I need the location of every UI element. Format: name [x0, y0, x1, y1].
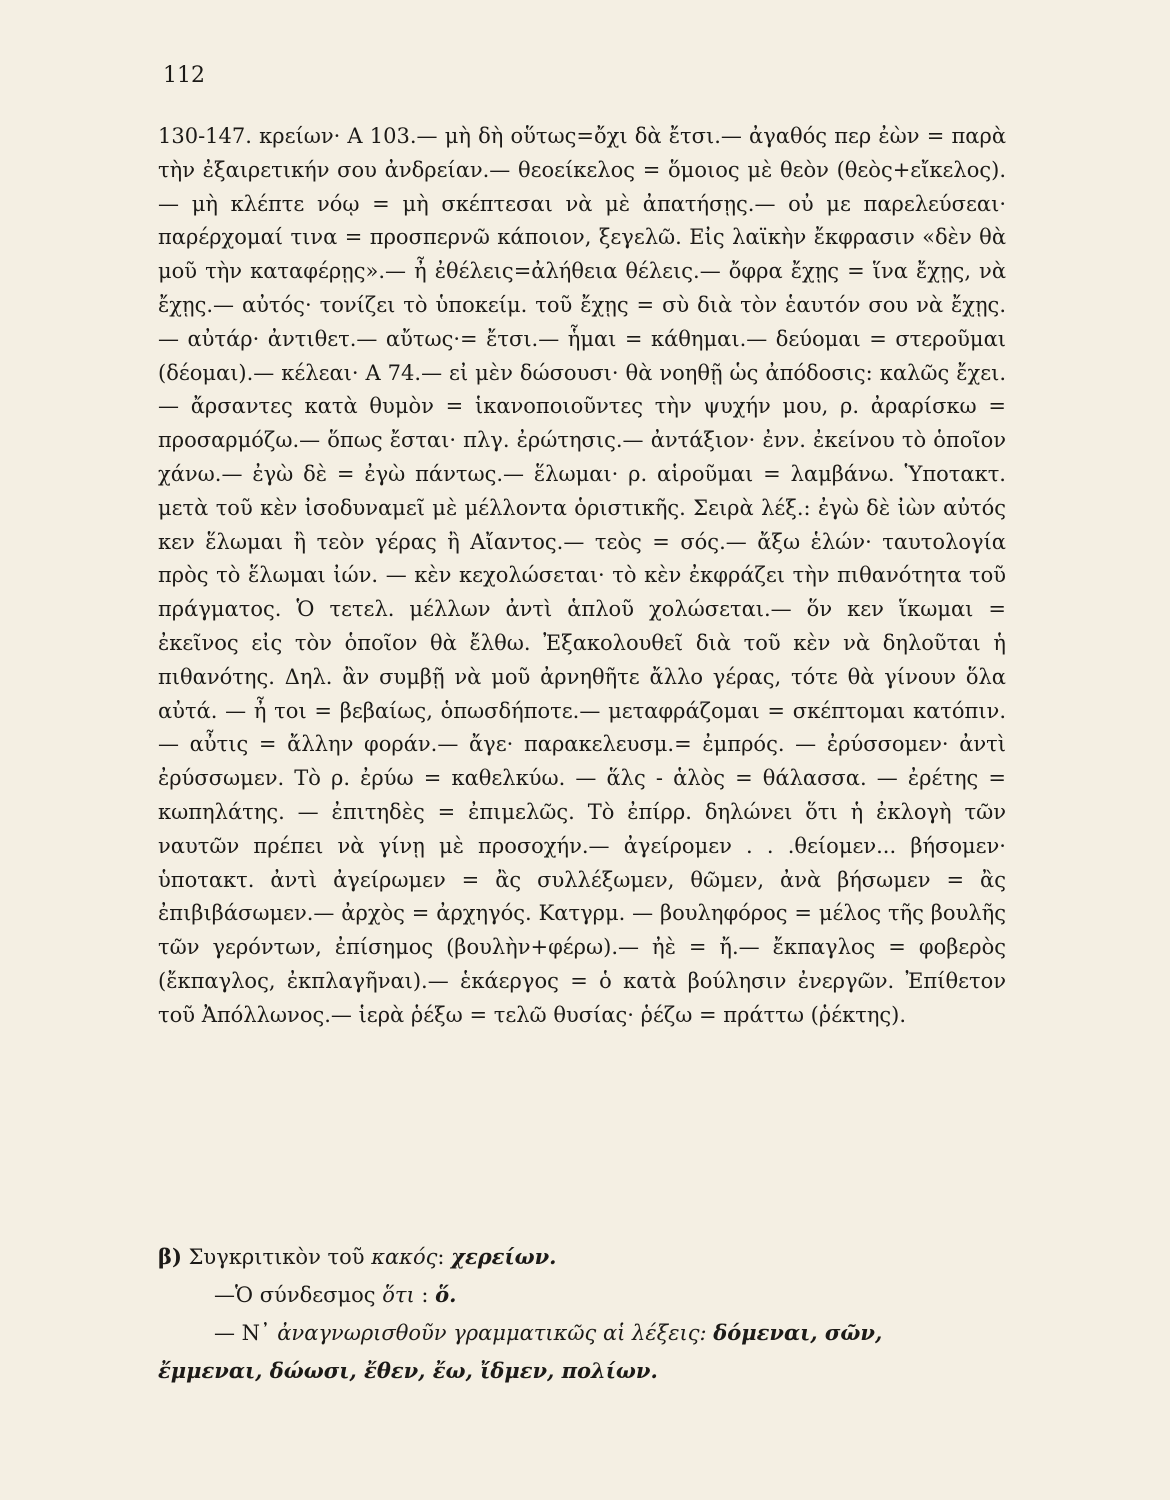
exercise-heading-answer: χερείων.: [451, 1244, 557, 1269]
recognition-prefix: — Ν᾽: [214, 1321, 271, 1345]
exercise-line-recognition-cont: [158, 1352, 1006, 1390]
exercise-heading-word: κακός: [371, 1245, 438, 1269]
exercise-section-b: [158, 1238, 1006, 1390]
exercise-line-conjunction: [158, 1276, 1006, 1314]
exercise-heading-colon: :: [437, 1245, 445, 1269]
exercise-heading-text: Συγκριτικὸν τοῦ: [188, 1245, 365, 1269]
page-number: 112: [163, 63, 205, 88]
conjunction-colon: :: [421, 1283, 429, 1307]
recognition-words-2: ἔμμεναι, δώωσι, ἔθεν, ἔω, ἴδμεν, πολίων.: [158, 1358, 658, 1383]
exercise-heading: [158, 1238, 1006, 1276]
recognition-instruction: ἀναγνωρισθοῦν γραμματικῶς αἱ λέξεις:: [277, 1321, 707, 1345]
conjunction-answer: ὅ.: [435, 1282, 457, 1307]
conjunction-word: ὅτι: [382, 1283, 415, 1307]
commentary-paragraph: 130-147. κρείων· Α 103.— μὴ δὴ οὕτως=ὄχι δὰ ἔτσι.— ἀγαθός περ ἐὼν = παρὰ τὴν ἐξαιρετικήν σου ἀνδρείαν.— θεοείκελος = ὅμοιος μὲ θεὸν (θεὸς+εἴκελος).— μὴ κλέπτε νόῳ = μὴ σκέπτεσαι νὰ μὲ ἀπατήσῃς.— οὐ με παρελεύσεαι· παρέρχομαί τινα = προσπερνῶ κάποιον, ξεγελῶ. Εἰς λαϊκὴν ἔκφρασιν «δὲν θὰ μοῦ τὴν καταφέρῃς».— ἦ ἐθέλεις=ἀλήθεια θέλεις.— ὄφρα ἔχῃς = ἵνα ἔχῃς, νὰ ἔχῃς.— αὐτός· τονίζει τὸ ὑποκείμ. τοῦ ἔχῃς = σὺ διὰ τὸν ἑαυτόν σου νὰ ἔχῃς.— αὐτάρ· ἀντιθετ.— αὔτως·= ἔτσι.— ἧμαι = κάθημαι.— δεύομαι = στεροῦμαι (δέομαι).— κέλεαι· Α 74.— εἰ μὲν δώσουσι· θὰ νοηθῇ ὡς ἀπόδοσις: καλῶς ἔχει.— ἄρσαντες κατὰ θυμὸν = ἱκανοποιοῦντες τὴν ψυχήν μου, ρ. ἀραρίσκω = προσαρμόζω.— ὅπως ἔσται· πλγ. ἐρώτησις.— ἀντάξιον· ἐνν. ἐκείνου τὸ ὁποῖον χάνω.— ἐγὼ δὲ = ἐγὼ πάντως.— ἕλωμαι· ρ. αἱροῦμαι = λαμβάνω. Ὑποτακτ. μετὰ τοῦ κὲν ἰσοδυναμεῖ μὲ μέλλοντα ὁριστικῆς. Σειρὰ λέξ.: ἐγὼ δὲ ἰὼν αὐτός κεν ἕλωμαι ἢ τεὸν γέρας ἢ Αἴαντος.— τεὸς = σός.— ἄξω ἑλών· ταυτολογία πρὸς τὸ ἕλωμαι ἰών. — κὲν κεχολώσεται· τὸ κὲν ἐκφράζει τὴν πιθανότητα τοῦ πράγματος. Ὁ τετελ. μέλλων ἀντὶ ἁπλοῦ χολώσεται.— ὅν κεν ἵκωμαι = ἐκεῖνος εἰς τὸν ὁποῖον θὰ ἔλθω. Ἐξακολουθεῖ διὰ τοῦ κὲν νὰ δηλοῦται ἡ πιθανότης. Δηλ. ἂν συμβῇ νὰ μοῦ ἀρνηθῆτε ἄλλο γέρας, τότε θὰ γίνουν ὅλα αὐτά. — ἦ τοι = βεβαίως, ὁπωσδήποτε.— μεταφράζομαι = σκέπτομαι κατόπιν.— αὖτις = ἄλλην φοράν.— ἄγε· παρακελευσμ.= ἐμπρός. — ἐρύσσομεν· ἀντὶ ἐρύσσωμεν. Τὸ ρ. ἐρύω = καθελκύω. — ἅλς - ἁλὸς = θάλασσα. — ἐρέτης = κωπηλάτης. — ἐπιτηδὲς = ἐπιμελῶς. Τὸ ἐπίρρ. δηλώνει ὅτι ἡ ἐκλογὴ τῶν ναυτῶν πρέπει νὰ γίνῃ μὲ προσοχήν.— ἀγείρομεν . . .θείομεν... βήσομεν· ὑποτακτ. ἀντὶ ἀγείρωμεν = ἂς συλλέξωμεν, θῶμεν, ἀνὰ βήσωμεν = ἂς ἐπιβιβάσωμεν.— ἀρχὸς = ἀρχηγός. Κατγρμ. — βουληφόρος = μέλος τῆς βουλῆς τῶν γερόντων, ἐπίσημος (βουλὴν+φέρω).— ἠὲ = ἤ.— ἔκπαγλος = φοβερὸς (ἔκπαγλος, ἐκπλαγῆναι).— ἑκάεργος = ὁ κατὰ βούλησιν ἐνεργῶν. Ἐπίθετον τοῦ Ἀπόλλωνος.— ἱερὰ ῥέξω = τελῶ θυσίας· ῥέζω = πράττω (ῥέκτης).: [158, 124, 1006, 1027]
exercise-line-recognition: [158, 1314, 1006, 1352]
recognition-words-1: δόμεναι, σῶν,: [713, 1320, 883, 1345]
exercise-label: β): [158, 1244, 182, 1269]
conjunction-prefix: —Ὁ σύνδεσμος: [214, 1283, 376, 1307]
